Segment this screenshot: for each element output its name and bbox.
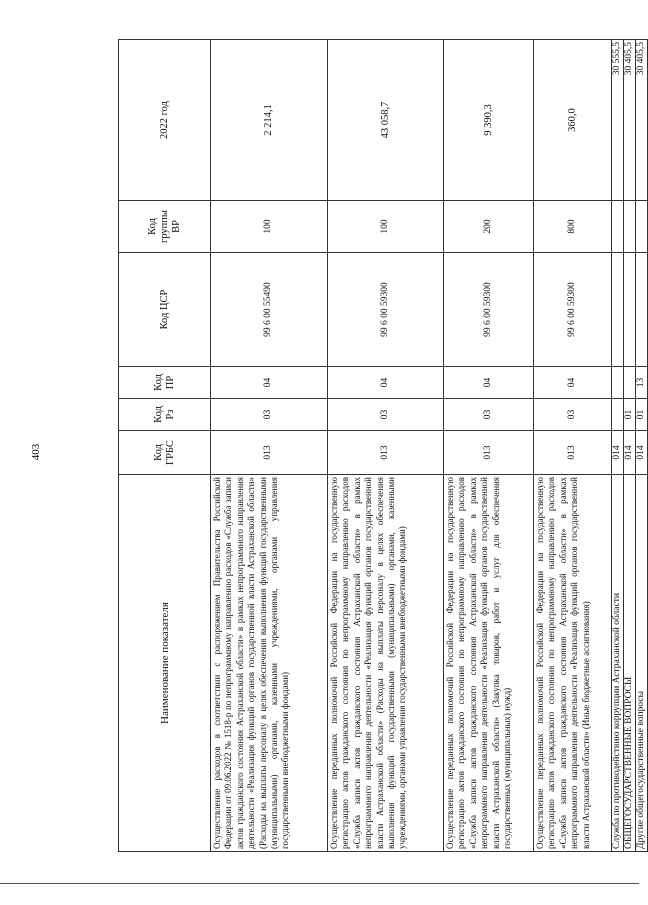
- table-row: [534, 40, 612, 852]
- row-rz: 03: [444, 399, 534, 431]
- header-year: 2022 год: [119, 40, 211, 201]
- row-pr: 04: [211, 367, 328, 399]
- row-vr: 200: [444, 201, 534, 253]
- row-grbs: 013: [444, 431, 534, 475]
- row-rz: 03: [534, 399, 612, 431]
- row-value: 9 390,3: [444, 40, 534, 201]
- page-number: 403: [30, 443, 42, 461]
- row-value: 360,0: [534, 40, 612, 201]
- row-value: 43 058,7: [328, 40, 444, 201]
- row-grbs: 014: [636, 431, 648, 475]
- table-row: [328, 40, 444, 852]
- table-row: [211, 40, 328, 852]
- row-csr: 99 6 00 59300: [534, 253, 612, 367]
- header-csr: Код ЦСР: [119, 253, 211, 367]
- row-grbs: 014: [612, 431, 624, 475]
- header-pr: Код ПР: [119, 367, 211, 399]
- row-rz: 03: [328, 399, 444, 431]
- row-csr: [636, 253, 648, 367]
- row-value: 30 405,5: [636, 40, 648, 201]
- row-csr: [612, 253, 624, 367]
- table-row: [636, 40, 648, 852]
- row-grbs: 014: [624, 431, 636, 475]
- row-csr: 99 6 00 59300: [328, 253, 444, 367]
- row-grbs: 013: [211, 431, 328, 475]
- row-grbs: 013: [534, 431, 612, 475]
- row-name: Осуществление переданных полномочий Российской Федерации на государственную регистрацию актов гражданского состояния по непрограммному направлению расходов «Служба записи актов гражданского состояния Астраханской области» в рамках непрограммного направления деятельности «Реализация функций органов государственной власти Астраханской области» (Расходы на выплаты персоналу в целях обеспечения выполнения функций государственными (муниципальными) органами, казенными учреждениями, органами управления государственными внебюджетными фондами): [328, 475, 444, 852]
- row-pr: 04: [534, 367, 612, 399]
- row-vr: [612, 201, 624, 253]
- row-pr: [612, 367, 624, 399]
- row-pr: 04: [444, 367, 534, 399]
- table-row: [444, 40, 534, 852]
- row-rz: [612, 399, 624, 431]
- table-header-row: [119, 40, 211, 852]
- row-pr: 13: [636, 367, 648, 399]
- row-name: Осуществление переданных полномочий Российской Федерации на государственную регистрацию актов гражданского состояния по непрограммному направлению расходов «Служба записи актов гражданского состояния Астраханской области» в рамках непрограммного направления деятельности «Реализация функций органов государственной власти Астраханской области» (Закупка товаров, работ и услуг для обеспечения государственных (муниципальных) нужд): [444, 475, 534, 852]
- row-vr: [624, 201, 636, 253]
- header-name: Наименование показателя: [119, 475, 211, 852]
- header-rz: Код Рз: [119, 399, 211, 431]
- row-pr: [624, 367, 636, 399]
- row-value: 30 555,5: [612, 40, 624, 201]
- row-csr: 99 6 00 59300: [444, 253, 534, 367]
- row-pr: 04: [328, 367, 444, 399]
- table-row: [624, 40, 636, 852]
- row-name: Другие общегосударственные вопросы: [636, 475, 648, 852]
- budget-table: [118, 39, 648, 852]
- row-value: 30 405,5: [624, 40, 636, 201]
- rotated-table-wrapper: [118, 40, 646, 852]
- row-name: Служба по противодействию коррупции Астраханской области: [612, 475, 624, 852]
- table-row: [612, 40, 624, 852]
- row-rz: 01: [636, 399, 648, 431]
- row-name: ОБЩЕГОСУДАРСТВЕННЫЕ ВОПРОСЫ: [624, 475, 636, 852]
- page-bottom-rule: [0, 883, 639, 884]
- row-name: Осуществление переданных полномочий Российской Федерации на государственную регистрацию актов гражданского состояния по непрограммному направлению расходов «Служба записи актов гражданского состояния Астраханской области» в рамках непрограммного направления деятельности «Реализация функций органов государственной власти Астраханской области» (Иные бюджетные ассигнования): [534, 475, 612, 852]
- row-csr: [624, 253, 636, 367]
- row-csr: 99 6 00 55490: [211, 253, 328, 367]
- row-vr: 800: [534, 201, 612, 253]
- row-rz: 03: [211, 399, 328, 431]
- row-grbs: 013: [328, 431, 444, 475]
- row-vr: 100: [328, 201, 444, 253]
- row-rz: 01: [624, 399, 636, 431]
- row-vr: 100: [211, 201, 328, 253]
- row-vr: [636, 201, 648, 253]
- row-value: 2 214,1: [211, 40, 328, 201]
- header-grbs: Код ГРБС: [119, 431, 211, 475]
- row-name: Осуществление расходов в соответствии с распоряжением Правительства Российской Федерации от 09.06.2022 № 1518-р по непрограммному направлению расходов «Служба записи актов гражданского состояния Астраханской области» в рамках непрограммного направления деятельности «Реализация функций органов государственной власти Астраханской области» (Расходы на выплаты персоналу в целях обеспечения выполнения функций государственными (муниципальными) органами, казенными учреждениями, органами управления государственными внебюджетными фондами): [211, 475, 328, 852]
- header-vr: Код группы ВР: [119, 201, 211, 253]
